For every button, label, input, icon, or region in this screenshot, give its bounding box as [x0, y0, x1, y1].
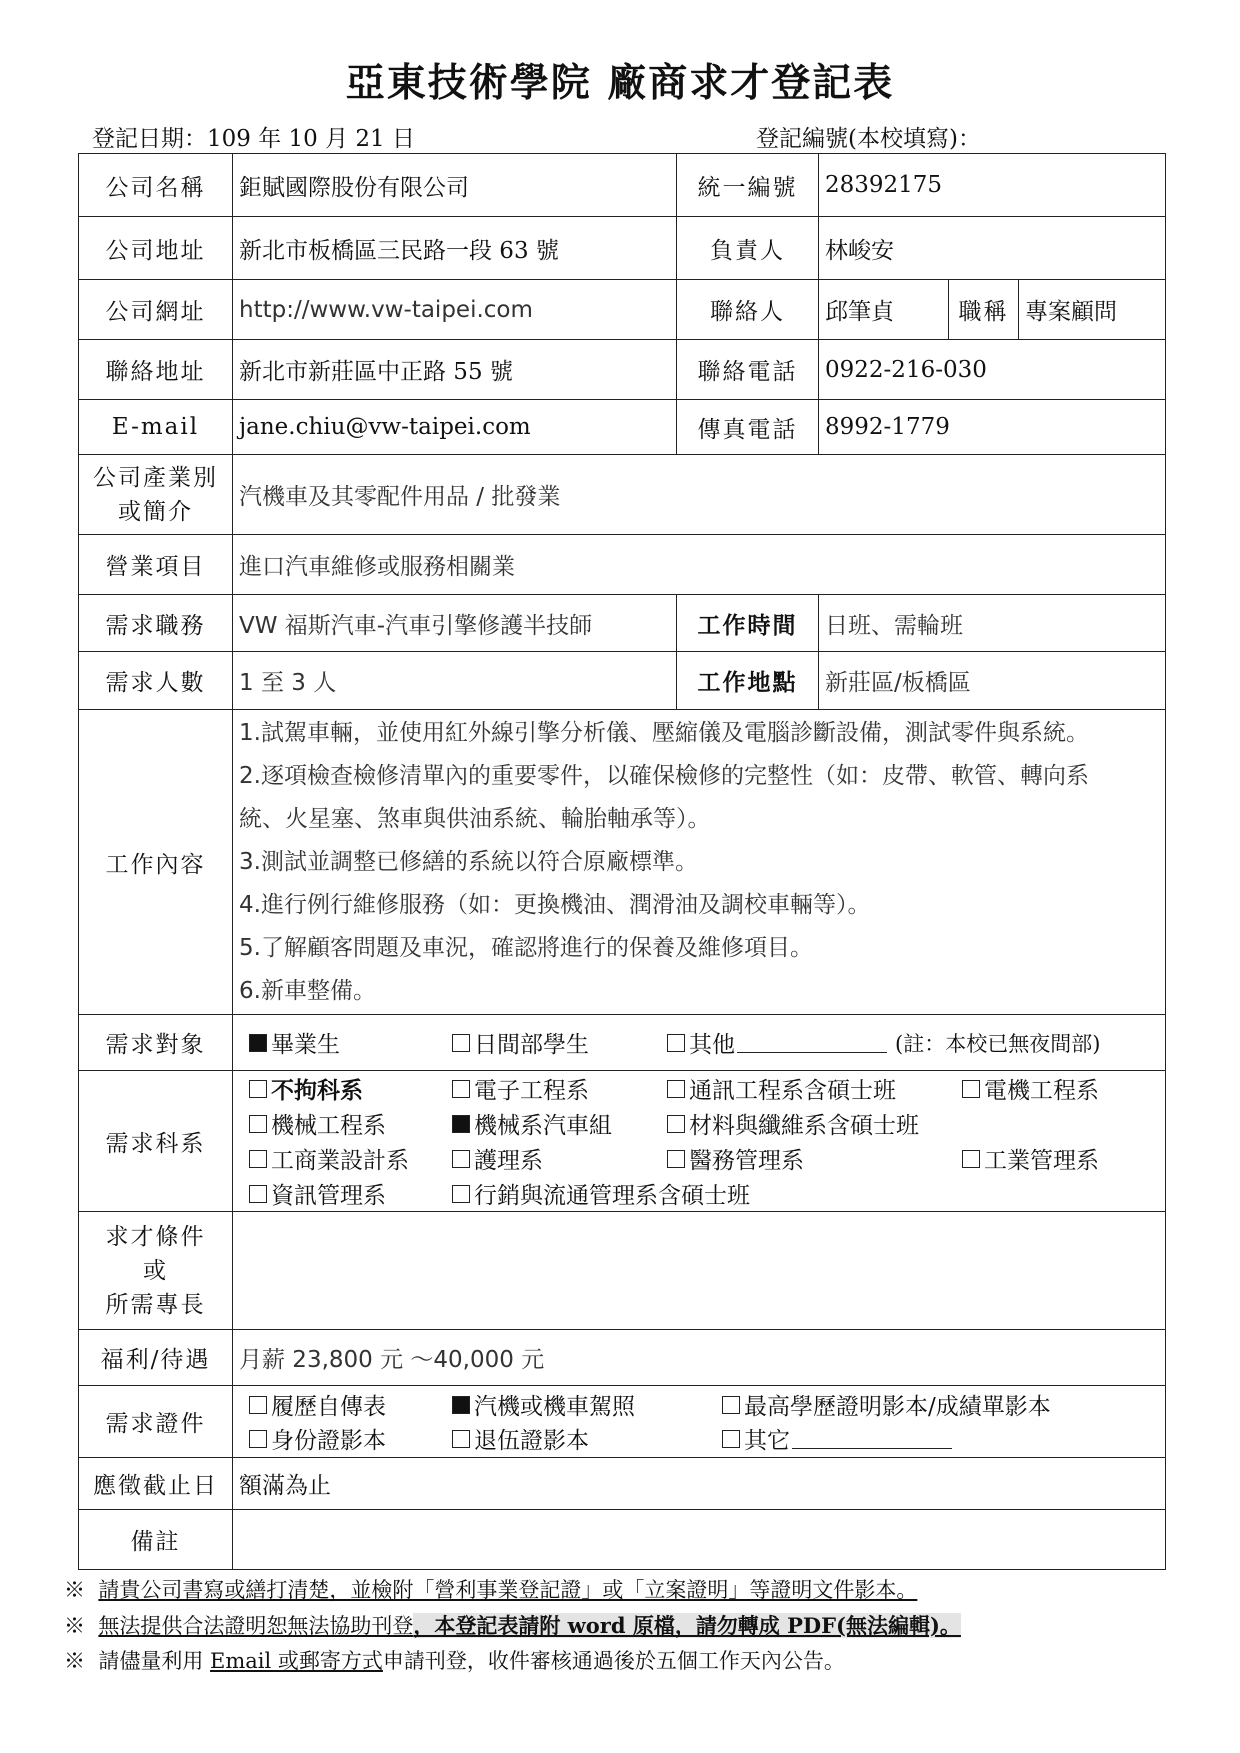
- row-company-name: [79, 154, 1166, 217]
- dept-option[interactable]: [249, 1142, 452, 1175]
- option-label: 最高學歷證明影本/成績單影本: [744, 1394, 1051, 1420]
- checkbox-icon[interactable]: [249, 1430, 267, 1448]
- option-label: 電子工程系: [474, 1078, 589, 1104]
- task-line: 6.新車整備。: [239, 977, 376, 1004]
- row-requirements: [79, 1212, 1166, 1330]
- option-label: 退伍證影本: [474, 1428, 589, 1454]
- footer-notes: [64, 1573, 961, 1679]
- checkbox-icon[interactable]: [452, 1034, 470, 1052]
- note-mark: ※: [64, 1614, 85, 1638]
- target-label: 需求對象: [79, 1015, 233, 1071]
- row-contact-address: [79, 340, 1166, 400]
- row-website: [79, 280, 1166, 340]
- contact-title-label: 職稱: [949, 280, 1019, 340]
- deadline-value[interactable]: 額滿為止: [233, 1458, 1166, 1510]
- option-label: 電機工程系: [984, 1078, 1099, 1104]
- option-label: 履歷自傳表: [271, 1394, 386, 1420]
- owner-value[interactable]: 林峻安: [819, 217, 1166, 280]
- note-2-text-b: ，本登記表請附 word 原檔，請勿轉成 PDF(無法編輯)。: [413, 1613, 961, 1638]
- note-1-text: 請貴公司書寫或繕打清楚，並檢附「營利事業登記證」或「立案證明」等證明文件影本。: [98, 1578, 918, 1602]
- target-option-day-students[interactable]: [452, 1026, 667, 1059]
- documents-label: 需求證件: [79, 1386, 233, 1458]
- dept-option[interactable]: [249, 1072, 452, 1105]
- headcount-label: 需求人數: [79, 652, 233, 710]
- doc-option[interactable]: [452, 1388, 722, 1421]
- website-value[interactable]: http://www.vw-taipei.com: [233, 280, 677, 340]
- email-label: E-mail: [79, 400, 233, 455]
- checkbox-icon[interactable]: [249, 1080, 267, 1098]
- tasks-label: 工作內容: [79, 710, 233, 1015]
- checkbox-icon[interactable]: [667, 1150, 685, 1168]
- dept-option[interactable]: [452, 1142, 667, 1175]
- position-label: 需求職務: [79, 595, 233, 652]
- industry-label-line-2: 或簡介: [118, 498, 193, 525]
- dept-option[interactable]: [962, 1072, 1099, 1105]
- task-line: 4.進行例行維修服務（如：更換機油、潤滑油及調校車輛等）。: [239, 891, 871, 918]
- note-3: [64, 1644, 961, 1679]
- other-doc-blank-line[interactable]: [792, 1428, 952, 1449]
- remarks-value[interactable]: [233, 1510, 1166, 1570]
- task-line: 2.逐項檢查檢修清單內的重要零件，以確保檢修的完整性（如：皮帶、軟管、轉向系: [239, 762, 1089, 789]
- checkbox-icon[interactable]: [667, 1080, 685, 1098]
- department-options: [233, 1071, 1166, 1212]
- note-2-text-a: 無法提供合法證明恕無法協助刊登: [98, 1614, 414, 1638]
- deadline-label: 應徵截止日: [79, 1458, 233, 1510]
- task-line: 統、火星塞、煞車與供油系統、輪胎軸承等）。: [239, 805, 711, 832]
- row-documents: [79, 1386, 1166, 1458]
- option-label: 機械工程系: [271, 1113, 386, 1139]
- target-option-graduates[interactable]: [249, 1026, 452, 1059]
- note-3-text-a: 請儘量利用: [98, 1649, 211, 1673]
- requirements-label-line-3: 所需專長: [105, 1291, 206, 1318]
- checkbox-icon[interactable]: [452, 1185, 470, 1203]
- checkbox-checked-icon[interactable]: [452, 1115, 470, 1133]
- option-label: 日間部學生: [474, 1032, 589, 1058]
- checkbox-icon[interactable]: [452, 1150, 470, 1168]
- checkbox-icon[interactable]: [452, 1080, 470, 1098]
- note-3-text-c: 申請刊登，收件審核通過後於五個工作天內公告。: [382, 1649, 845, 1673]
- hours-label: 工作時間: [677, 595, 819, 652]
- contact-address-value[interactable]: 新北市新莊區中正路 55 號: [233, 340, 677, 400]
- company-name-label: 公司名稱: [79, 154, 233, 217]
- note-mark: ※: [64, 1578, 85, 1602]
- dept-option[interactable]: [452, 1072, 667, 1105]
- row-email: [79, 400, 1166, 455]
- checkbox-checked-icon[interactable]: [452, 1396, 470, 1414]
- industry-label: [79, 455, 233, 535]
- option-label: 其它: [744, 1428, 790, 1454]
- requirements-label-line-2: 或: [143, 1257, 168, 1284]
- recruitment-form-table: [78, 153, 1166, 1570]
- dept-option[interactable]: [667, 1072, 962, 1105]
- row-business: [79, 535, 1166, 595]
- checkbox-icon[interactable]: [452, 1430, 470, 1448]
- note-3-text-b: Email 或郵寄方式: [210, 1649, 383, 1673]
- option-label: 工商業設計系: [271, 1148, 409, 1174]
- row-position: [79, 595, 1166, 652]
- location-label: 工作地點: [677, 652, 819, 710]
- fax-value[interactable]: 8992-1779: [819, 400, 1166, 455]
- checkbox-checked-icon[interactable]: [249, 1034, 267, 1052]
- option-label: 身份證影本: [271, 1428, 386, 1454]
- row-headcount: [79, 652, 1166, 710]
- row-remarks: [79, 1510, 1166, 1570]
- email-value[interactable]: jane.chiu@vw-taipei.com: [233, 400, 677, 455]
- checkbox-icon[interactable]: [249, 1150, 267, 1168]
- row-industry: [79, 455, 1166, 535]
- company-address-label: 公司地址: [79, 217, 233, 280]
- industry-value[interactable]: 汽機車及其零配件用品 / 批發業: [233, 455, 1166, 535]
- row-tasks: [79, 710, 1166, 1015]
- requirements-label: [79, 1212, 233, 1330]
- checkbox-icon[interactable]: [249, 1115, 267, 1133]
- dept-option[interactable]: [667, 1142, 962, 1175]
- row-company-address: [79, 217, 1166, 280]
- checkbox-icon[interactable]: [249, 1396, 267, 1414]
- phone-value[interactable]: 0922-216-030: [819, 340, 1166, 400]
- doc-option[interactable]: [722, 1422, 952, 1455]
- row-deadline: [79, 1458, 1166, 1510]
- business-value[interactable]: 進口汽車維修或服務相關業: [233, 535, 1166, 595]
- note-2: [64, 1608, 961, 1644]
- checkbox-icon[interactable]: [667, 1115, 685, 1133]
- doc-option[interactable]: [249, 1422, 452, 1455]
- option-label: 行銷與流通管理系含碩士班: [474, 1183, 750, 1209]
- checkbox-icon[interactable]: [722, 1396, 740, 1414]
- company-address-value[interactable]: 新北市板橋區三民路一段 63 號: [233, 217, 677, 280]
- row-target: [79, 1015, 1166, 1071]
- dept-option[interactable]: [249, 1107, 452, 1140]
- dept-option[interactable]: [249, 1177, 452, 1210]
- benefits-value[interactable]: 月薪 23,800 元 ～40,000 元: [233, 1330, 1166, 1386]
- remarks-label: 備註: [79, 1510, 233, 1570]
- target-options: [233, 1015, 1166, 1071]
- doc-option[interactable]: [722, 1388, 1051, 1421]
- contact-label: 聯絡人: [677, 280, 819, 340]
- fax-label: 傳真電話: [677, 400, 819, 455]
- task-line: 3.測試並調整已修繕的系統以符合原廠標準。: [239, 848, 698, 875]
- other-blank-line[interactable]: [737, 1032, 887, 1053]
- tax-id-label: 統一編號: [677, 154, 819, 217]
- requirements-label-line-1: 求才條件: [105, 1223, 206, 1250]
- dept-option[interactable]: [962, 1142, 1099, 1175]
- website-label: 公司網址: [79, 280, 233, 340]
- contact-address-label: 聯絡地址: [79, 340, 233, 400]
- row-departments: [79, 1071, 1166, 1212]
- dept-option[interactable]: [452, 1177, 750, 1210]
- option-label: 資訊管理系: [271, 1183, 386, 1209]
- checkbox-icon[interactable]: [962, 1080, 980, 1098]
- option-label: 護理系: [474, 1148, 543, 1174]
- tax-id-value[interactable]: 28392175: [819, 154, 1166, 217]
- task-line: 5.了解顧客問題及車況，確認將進行的保養及維修項目。: [239, 934, 813, 961]
- document-options: [233, 1386, 1166, 1458]
- doc-option[interactable]: [249, 1388, 452, 1421]
- industry-label-line-1: 公司產業別: [93, 464, 218, 491]
- option-label: 汽機或機車駕照: [474, 1394, 635, 1420]
- location-value[interactable]: 新莊區/板橋區: [819, 652, 1166, 710]
- business-label: 營業項目: [79, 535, 233, 595]
- company-name-value[interactable]: 鉅賦國際股份有限公司: [233, 154, 677, 217]
- registration-number-label: 登記編號(本校填寫)：: [756, 126, 981, 152]
- position-value[interactable]: VW 福斯汽車-汽車引擎修護半技師: [233, 595, 677, 652]
- task-line: 1.試駕車輛，並使用紅外線引擎分析儀、壓縮儀及電腦診斷設備，測試零件與系統。: [239, 719, 1089, 746]
- checkbox-icon[interactable]: [249, 1185, 267, 1203]
- dept-option[interactable]: [452, 1107, 667, 1140]
- option-label: 機械系汽車組: [474, 1113, 612, 1139]
- benefits-label: 福利/待遇: [79, 1330, 233, 1386]
- tasks-value[interactable]: [233, 710, 1166, 1015]
- target-option-other[interactable]: [667, 1026, 887, 1059]
- contact-title-value[interactable]: 專案顧問: [1019, 280, 1166, 340]
- row-benefits: [79, 1330, 1166, 1386]
- note-1: [64, 1573, 961, 1608]
- contact-value[interactable]: 邱筆貞: [819, 280, 949, 340]
- hours-value[interactable]: 日班、需輪班: [819, 595, 1166, 652]
- option-label: 不拘科系: [271, 1077, 363, 1104]
- doc-option[interactable]: [452, 1422, 722, 1455]
- owner-label: 負責人: [677, 217, 819, 280]
- option-label: 畢業生: [271, 1032, 340, 1058]
- dept-option[interactable]: [667, 1107, 919, 1140]
- note-mark: ※: [64, 1649, 85, 1673]
- option-label: 材料與纖維系含碩士班: [689, 1113, 919, 1139]
- requirements-value[interactable]: [233, 1212, 1166, 1330]
- headcount-value[interactable]: 1 至 3 人: [233, 652, 677, 710]
- option-label: 其他: [689, 1032, 735, 1058]
- option-label: 通訊工程系含碩士班: [689, 1078, 896, 1104]
- phone-label: 聯絡電話: [677, 340, 819, 400]
- form-title: 亞東技術學院 廠商求才登記表: [345, 60, 895, 106]
- option-label: 醫務管理系: [689, 1148, 804, 1174]
- checkbox-icon[interactable]: [962, 1150, 980, 1168]
- checkbox-icon[interactable]: [722, 1430, 740, 1448]
- registration-date: 登記日期：109 年 10 月 21 日: [92, 126, 415, 152]
- target-note: (註：本校已無夜間部): [895, 1031, 1101, 1056]
- checkbox-icon[interactable]: [667, 1034, 685, 1052]
- departments-label: 需求科系: [79, 1071, 233, 1212]
- option-label: 工業管理系: [984, 1148, 1099, 1174]
